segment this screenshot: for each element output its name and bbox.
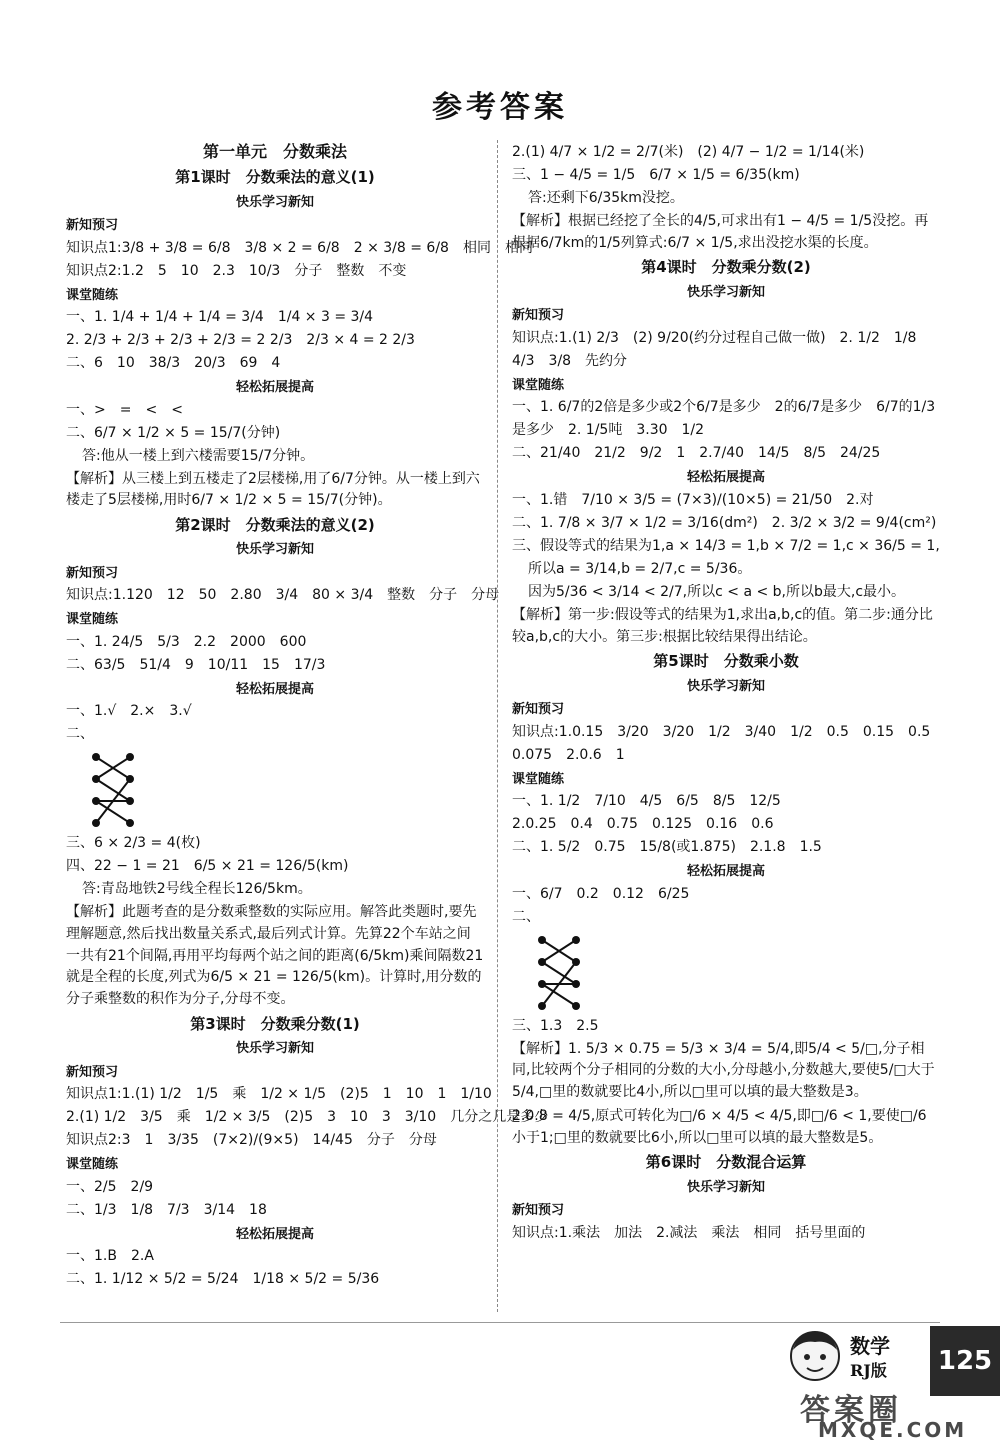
matching-lines-diagram xyxy=(88,749,138,829)
answer-line: 答:青岛地铁2号线全程长126/5km。 xyxy=(82,881,312,898)
answer-line: 三、假设等式的结果为1,a × 14/3 = 1,b × 7/2 = 1,c × 36/5 = 1, xyxy=(512,537,940,554)
section-heading: 轻松拓展提高 xyxy=(235,681,314,697)
answer-line: 4/3 3/8 先约分 xyxy=(512,352,628,369)
answer-line: 三、6 × 2/3 = 4(枚) xyxy=(66,835,201,852)
explanation-paragraph: 【解析】1. 5/3 × 0.75 = 5/3 × 3/4 = 5/4,即5/4 < 5/□,分子相同,比较两个分子相同的分数的大小,分母越小,分数越大,要使5/□大于5/4,□里的数就要比4小,所以□里可以填的最大整数是3。 xyxy=(512,1040,935,1101)
answer-line: 知识点:1.120 12 50 2.80 3/4 80 × 3/4 整数 分子 分母 xyxy=(66,587,500,604)
answer-line: 二、1/3 1/8 7/3 3/14 18 xyxy=(66,1201,267,1218)
answer-line: 一、1. 1/2 7/10 4/5 6/5 8/5 12/5 xyxy=(512,793,781,810)
answer-line: 一、6/7 0.2 0.12 6/25 xyxy=(512,885,690,902)
answer-line: 2.(1) 1/2 3/5 乘 1/2 × 3/5 (2)5 3 10 3 3/10 几分之几是多少 xyxy=(66,1109,549,1126)
answer-line: 所以a = 3/14,b = 2/7,c = 5/36。 xyxy=(528,560,752,577)
answer-line: 知识点:1.(1) 2/3 (2) 9/20(约分过程自己做一做) 2. 1/2 1/8 xyxy=(512,329,917,346)
subsection-label: 新知预习 xyxy=(512,1203,565,1219)
answer-line: 二、63/5 51/4 9 10/11 15 17/3 xyxy=(66,656,326,673)
page-title: 参考答案 xyxy=(432,90,568,125)
answer-line: 2. 2/3 + 2/3 + 2/3 + 2/3 = 2 2/3 2/3 × 4 = 2 2/3 xyxy=(66,332,415,348)
matching-lines-diagram xyxy=(534,932,584,1012)
explanation-paragraph: 【解析】根据已经挖了全长的4/5,可求出有1 − 4/5 = 1/5没挖。再根据6/7km的1/5列算式:6/7 × 1/5,求出没挖水渠的长度。 xyxy=(512,213,929,251)
subsection-label: 新知预习 xyxy=(512,702,565,718)
answer-line: 知识点2:1.2 5 10 2.3 10/3 分子 整数 不变 xyxy=(66,262,407,279)
explanation-paragraph: 【解析】从三楼上到五楼走了2层楼梯,用了6/7分钟。从一楼上到六楼走了5层楼梯,用时6/7 × 1/2 × 5 = 15/7(分钟)。 xyxy=(66,470,480,509)
unit-heading: 第一单元 分数乘法 xyxy=(202,142,347,161)
answer-line: 一、1. 24/5 5/3 2.2 2000 600 xyxy=(66,633,307,650)
subsection-label: 新知预习 xyxy=(66,218,119,233)
edition-label: RJ版 xyxy=(850,1361,887,1380)
answer-line: 一、1.B 2.A xyxy=(66,1248,154,1265)
subsection-label: 新知预习 xyxy=(512,308,565,324)
subject-label: 数学 xyxy=(850,1334,890,1358)
answer-line: 知识点:1.乘法 加法 2.减法 乘法 相同 括号里面的 xyxy=(512,1224,866,1241)
answer-line: 2.0.25 0.4 0.75 0.125 0.16 0.6 xyxy=(512,816,774,833)
subsection-label: 课堂随练 xyxy=(66,1157,119,1173)
subsection-label: 新知预习 xyxy=(66,1064,119,1080)
subsection-label: 课堂随练 xyxy=(66,612,119,628)
answer-line: 二、1. 5/2 0.75 15/8(或1.875) 2.1.8 1.5 xyxy=(512,839,822,856)
section-heading: 快乐学习新知 xyxy=(235,194,314,210)
explanation-paragraph: 【解析】此题考查的是分数乘整数的实际应用。解答此类题时,要先理解题意,然后找出数量关系式,最后列式计算。先算22个车站之间一共有21个间隔,再用平均每两个站之间的距离(6/5km)乘间隔数21就是全程的长度,列式为6/5 × 21 = 126/5(km)。计算时,用分数的分子乘整数的积作为分子,分母不变。 xyxy=(66,904,484,1008)
lesson-heading: 第4课时 分数乘分数(2) xyxy=(641,258,811,277)
lesson-heading: 第6课时 分数混合运算 xyxy=(645,1153,807,1172)
column-divider xyxy=(497,140,498,1312)
section-heading: 快乐学习新知 xyxy=(235,1041,314,1057)
answer-line: 答:还剩下6/35km没挖。 xyxy=(528,190,684,206)
subsection-label: 新知预习 xyxy=(66,565,119,581)
answer-line: 三、1 − 4/5 = 1/5 6/7 × 1/5 = 6/35(km) xyxy=(512,167,800,183)
subsection-label: 课堂随练 xyxy=(66,287,119,303)
footer-rule xyxy=(60,1322,940,1323)
answer-line: 2.(1) 4/7 × 1/2 = 2/7(米) (2) 4/7 − 1/2 = 1/14(米) xyxy=(512,144,865,160)
right-column xyxy=(512,140,940,1246)
explanation-paragraph: 2.0.8 = 4/5,原式可转化为□/6 × 4/5 < 4/5,即□/6 < 1,要使□/6小于1;□里的数就要比6小,所以□里可以填的最大整数是5。 xyxy=(512,1107,927,1146)
lesson-heading: 第5课时 分数乘小数 xyxy=(653,652,799,671)
answer-line: 二、21/40 21/2 9/2 1 2.7/40 14/5 8/5 24/25 xyxy=(512,445,881,462)
matching-answer: 二、 xyxy=(66,726,94,743)
section-heading: 轻松拓展提高 xyxy=(686,864,765,880)
answer-line: 知识点1:1.(1) 1/2 1/5 乘 1/2 × 1/5 (2)5 1 10 1 1/10 xyxy=(66,1086,492,1103)
answer-line: 一、1. 1/4 + 1/4 + 1/4 = 3/4 1/4 × 3 = 3/4 xyxy=(66,309,374,325)
lesson-heading: 第1课时 分数乘法的意义(1) xyxy=(175,168,375,186)
watermark-en: MXQE.COM xyxy=(818,1418,968,1442)
answer-line: 知识点2:3 1 3/35 (7×2)/(9×5) 14/45 分子 分母 xyxy=(66,1132,437,1149)
cartoon-avatar-icon xyxy=(786,1326,844,1386)
section-heading: 快乐学习新知 xyxy=(686,284,765,300)
answer-line: 是多少 2. 1/5吨 3.30 1/2 xyxy=(512,422,705,439)
section-heading: 快乐学习新知 xyxy=(235,542,314,558)
answer-line: 一、2/5 2/9 xyxy=(66,1178,154,1195)
answer-line: 一、> = < < xyxy=(66,401,183,418)
left-column xyxy=(66,140,549,1292)
page-number: 125 xyxy=(930,1326,1000,1396)
subsection-label: 课堂随练 xyxy=(512,771,565,787)
lesson-heading: 第2课时 分数乘法的意义(2) xyxy=(175,515,375,534)
answer-line: 0.075 2.0.6 1 xyxy=(512,746,625,763)
answer-line: 知识点1:3/8 + 3/8 = 6/8 3/8 × 2 = 6/8 2 × 3/8 = 6/8 相同 相同 xyxy=(66,239,533,256)
watermark-cn: 答案圈 xyxy=(800,1393,902,1428)
answer-line: 因为5/36 < 3/14 < 2/7,所以c < a < b,所以b最大,c最小。 xyxy=(528,583,906,600)
section-heading: 快乐学习新知 xyxy=(686,678,765,694)
section-heading: 轻松拓展提高 xyxy=(686,470,765,486)
answer-line: 二、1. 7/8 × 3/7 × 1/2 = 3/16(dm²) 2. 3/2 × 3/2 = 9/4(cm²) xyxy=(512,514,937,531)
section-heading: 快乐学习新知 xyxy=(686,1179,765,1195)
answer-line: 答:他从一楼上到六楼需要15/7分钟。 xyxy=(82,447,315,464)
answer-line: 一、1.错 7/10 × 3/5 = (7×3)/(10×5) = 21/50 2.对 xyxy=(512,491,874,508)
answer-line: 知识点:1.0.15 3/20 3/20 1/2 3/40 1/2 0.5 0.15 0.5 xyxy=(512,723,931,740)
answer-line: 二、6/7 × 1/2 × 5 = 15/7(分钟) xyxy=(66,424,281,441)
matching-answer: 二、 xyxy=(512,908,540,925)
answer-line: 二、1. 1/12 × 5/2 = 5/24 1/18 × 5/2 = 5/36 xyxy=(66,1271,380,1288)
answer-line: 三、1.3 2.5 xyxy=(512,1017,599,1034)
explanation-paragraph: 【解析】第一步:假设等式的结果为1,求出a,b,c的值。第二步:通分比较a,b,c的大小。第三步:根据比较结果得出结论。 xyxy=(512,606,933,645)
lesson-heading: 第3课时 分数乘分数(1) xyxy=(190,1014,360,1033)
subsection-label: 课堂随练 xyxy=(512,377,565,393)
section-heading: 轻松拓展提高 xyxy=(235,380,314,395)
section-heading: 轻松拓展提高 xyxy=(235,1226,314,1242)
answer-line: 四、22 − 1 = 21 6/5 × 21 = 126/5(km) xyxy=(66,858,349,875)
answer-line: 一、1.√ 2.× 3.√ xyxy=(66,703,192,720)
answer-line: 二、6 10 38/3 20/3 69 4 xyxy=(66,355,281,371)
answer-line: 一、1. 6/7的2倍是多少或2个6/7是多少 2的6/7是多少 6/7的1/3 xyxy=(512,399,936,416)
